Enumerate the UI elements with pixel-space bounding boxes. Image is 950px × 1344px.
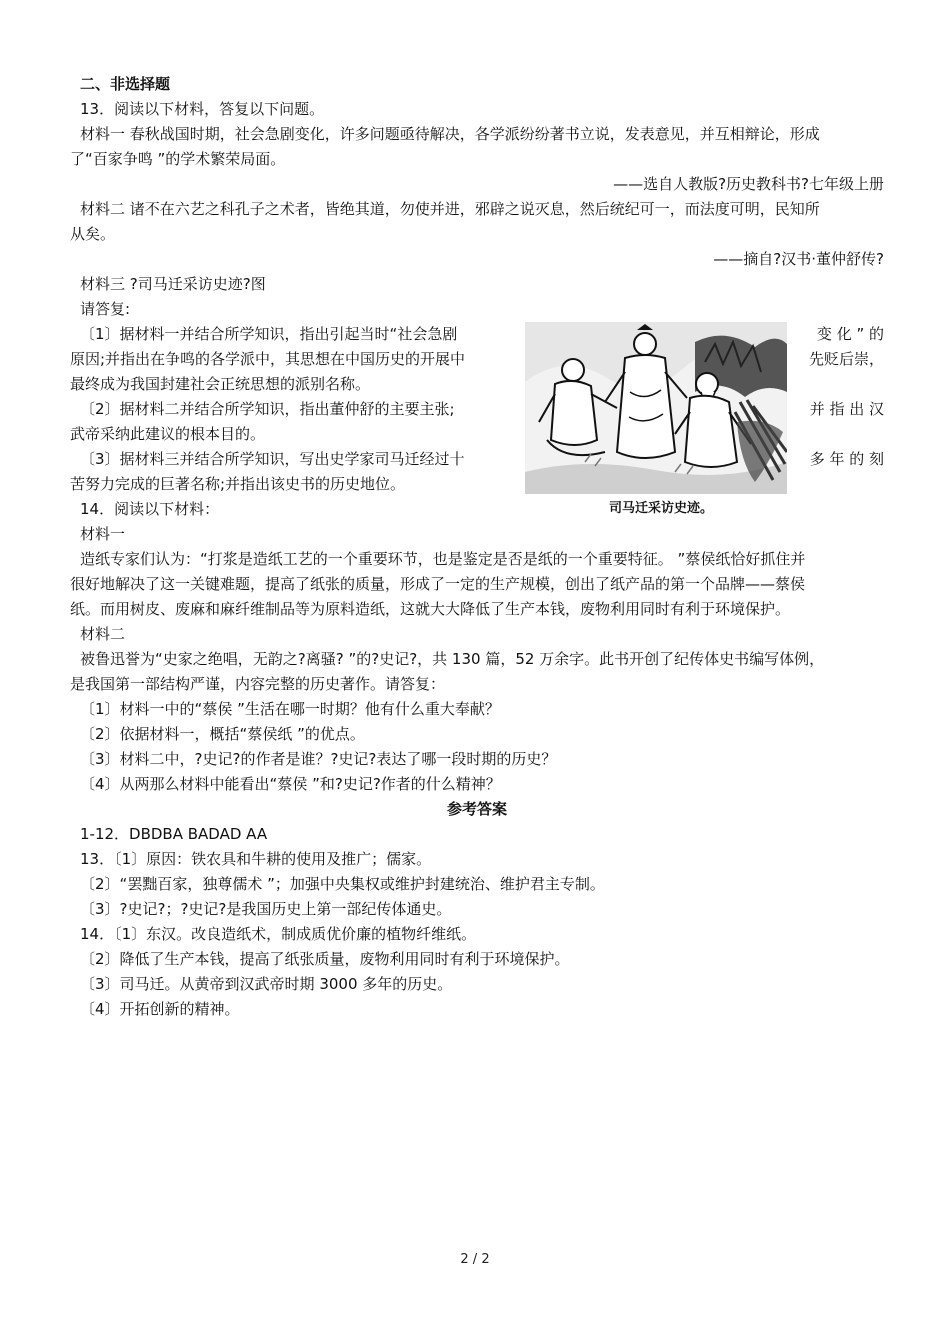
answer-14-4: 〔4〕开拓创新的精神。 <box>80 1000 240 1018</box>
answer-14-3: 〔3〕司马迁。从黄帝到汉武帝时期 3000 多年的历史。 <box>80 975 453 993</box>
q13-material2-line2: 从矣。 <box>70 225 116 243</box>
q13-material1-line2: 了“百家争鸣 ”的学术繁荣局面。 <box>70 150 286 168</box>
q14-material1-label: 材料一 <box>80 525 126 543</box>
q14-sub1: 〔1〕材料一中的“蔡侯 ”生活在哪一时期？他有什么重大奉献？ <box>80 700 500 718</box>
page-number: 2 / 2 <box>460 1252 490 1267</box>
answer-14-2: 〔2〕降低了生产本钱，提高了纸张质量，废物利用同时有利于环境保护。 <box>80 950 570 968</box>
answer-13-1: 13．〔1〕原因：铁农具和牛耕的使用及推广；儒家。 <box>80 850 432 868</box>
q14-sub2: 〔2〕依据材料一，概括“蔡侯纸 ”的优点。 <box>80 725 365 743</box>
q13-sub1-line3: 最终成为我国封建社会正统思想的派别名称。 <box>70 375 371 393</box>
page-content <box>70 72 884 1022</box>
q13-sub2-line1: 〔2〕据材料二并结合所学知识，指出董仲舒的主要主张; 并 指 出 汉 <box>80 400 884 418</box>
q13-material1-line1: 材料一 春秋战国时期，社会急剧变化，许多问题亟待解决，各学派纷纷著书立说，发表意见，并互相辩论，形成 <box>80 125 820 143</box>
q13-sub1-line1: 〔1〕据材料一并结合所学知识，指出引起当时“社会急剧 变 化 ” 的 <box>80 325 884 343</box>
answer-1-12: 1-12．DBDBA BADAD AA <box>80 825 268 843</box>
q14-material2-line1: 被鲁迅誉为“史家之绝唱，无韵之?离骚? ”的?史记?，共 130 篇，52 万余字。此书开创了纪传体史书编写体例， <box>80 650 825 668</box>
answer-13-3: 〔3〕?史记?；?史记?是我国历史上第一部纪传体通史。 <box>80 900 452 918</box>
answer-14-1: 14．〔1〕东汉。改良造纸术，制成质优价廉的植物纤维纸。 <box>80 925 477 943</box>
q13-sub3-line1: 〔3〕据材料三并结合所学知识，写出史学家司马迁经过十 多 年 的 刻 <box>80 450 884 468</box>
q13-sub1-line2: 原因;并指出在争鸣的各学派中，其思想在中国历史的开展中 先贬后崇， <box>70 350 884 368</box>
q14-material1-line2: 很好地解决了这一关键难题，提高了纸张的质量，形成了一定的生产规模，创出了纸产品的第一个品牌——蔡侯 <box>70 575 806 593</box>
q13-material3: 材料三 ?司马迁采访史迹?图 <box>80 275 266 293</box>
q13-sub2-line2: 武帝采纳此建议的根本目的。 <box>70 425 266 443</box>
q14-material2-label: 材料二 <box>80 625 126 643</box>
q13-material2-source: ——摘自?汉书·董仲舒传? <box>713 250 884 268</box>
q13-sub3-line2: 苦努力完成的巨著名称;并指出该史书的历史地位。 <box>70 475 406 493</box>
section-title: 二、非选择题 <box>80 75 171 93</box>
q14-stem: 14．阅读以下材料： <box>80 500 220 518</box>
sima-qian-picture-image <box>525 322 787 522</box>
q14-material2-line2: 是我国第一部结构严谨，内容完整的历史著作。请答复： <box>70 675 446 693</box>
sima-qian-illustration <box>525 322 787 522</box>
answers-title: 参考答案 <box>446 800 507 818</box>
q13-stem: 13．阅读以下材料，答复以下问题。 <box>80 100 325 118</box>
q14-sub3: 〔3〕材料二中，?史记?的作者是谁？?史记?表达了哪一段时期的历史？ <box>80 750 557 768</box>
q13-material2-line1: 材料二 诸不在六艺之科孔子之术者，皆绝其道，勿使并进，邪辟之说灭息，然后统纪可一，而法度可明，民知所 <box>80 200 820 218</box>
figure-caption: 司马迁采访史迹。 <box>608 501 714 516</box>
q14-material1-line1: 造纸专家们认为：“打浆是造纸工艺的一个重要环节，也是鉴定是否是纸的一个重要特征。 ”蔡侯纸恰好抓住并 <box>80 550 806 568</box>
answer-13-2: 〔2〕“罢黜百家，独尊儒术 ”；加强中央集权或维护封建统治、维护君主专制。 <box>80 875 605 893</box>
q14-sub4: 〔4〕从两那么材料中能看出“蔡侯 ”和?史记?作者的什么精神？ <box>80 775 501 793</box>
q14-material1-line3: 纸。而用树皮、废麻和麻纤维制品等为原料造纸，这就大大降低了生产本钱，废物利用同时有利于环境保护。 <box>70 600 791 618</box>
q13-material1-source: ——选自人教版?历史教科书?七年级上册 <box>613 175 884 193</box>
q13-ask: 请答复: <box>80 300 131 318</box>
